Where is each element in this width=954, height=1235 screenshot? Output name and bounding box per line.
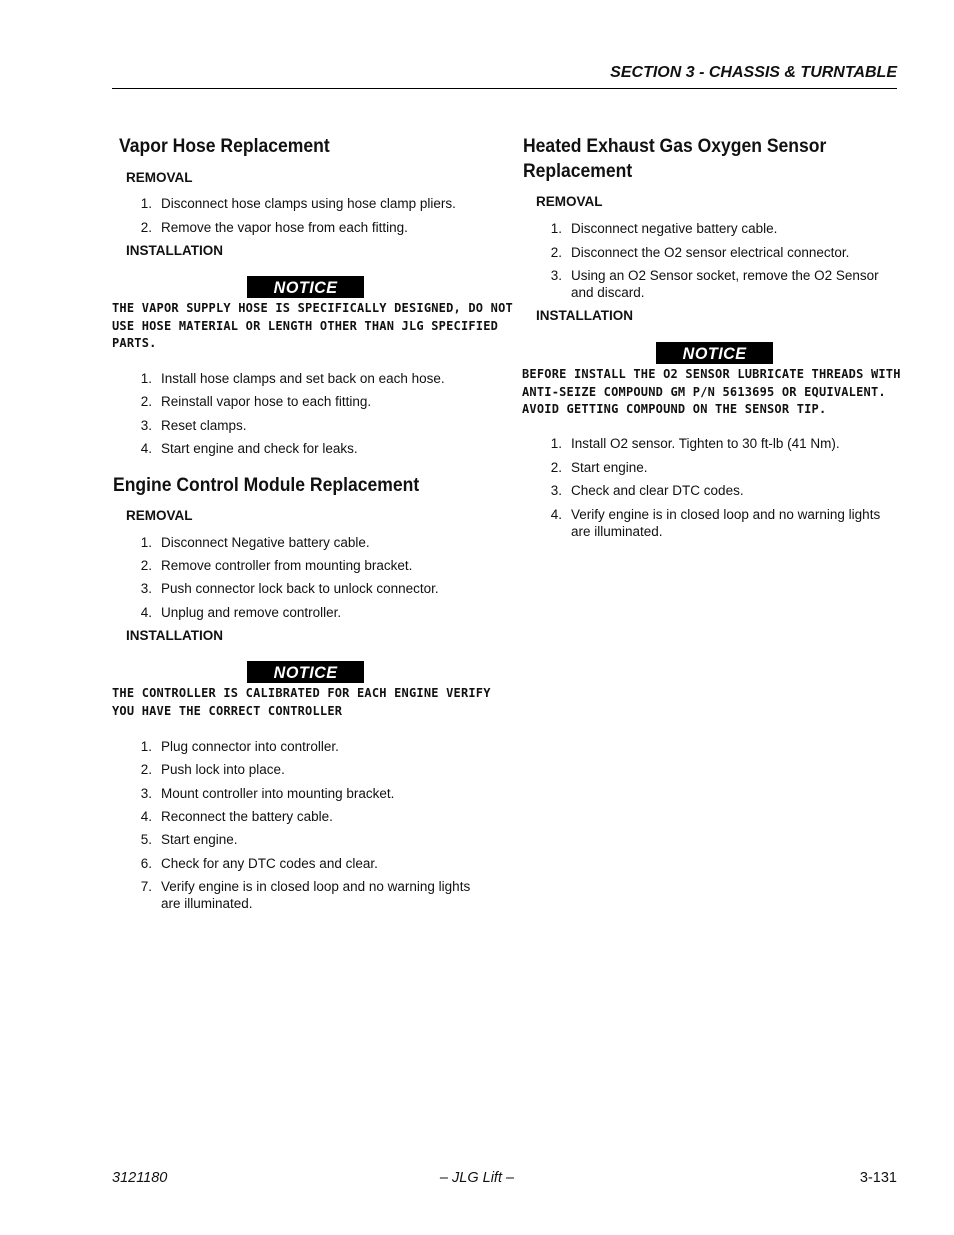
list-text: Check and clear DTC codes. — [571, 483, 744, 498]
list-number: 1. — [140, 535, 152, 550]
list-text-continued: are illuminated. — [161, 896, 253, 911]
list-number: 2. — [550, 460, 562, 475]
list-number: 3. — [550, 268, 562, 283]
list-text: Verify engine is in closed loop and no warning lights — [571, 507, 881, 522]
list-text: Start engine. — [161, 832, 238, 847]
notice-line: PARTS. — [112, 336, 157, 350]
list-number: 5. — [140, 832, 152, 847]
list-text: Install hose clamps and set back on each hose. — [161, 371, 445, 386]
list-number: 4. — [550, 507, 562, 522]
list-number: 6. — [140, 856, 152, 871]
list-text: Push lock into place. — [161, 762, 285, 777]
vapor-removal-label: REMOVAL — [126, 170, 193, 185]
notice-line: THE VAPOR SUPPLY HOSE IS SPECIFICALLY DESIGNED, DO NOT — [112, 301, 513, 315]
list-text: Plug connector into controller. — [161, 739, 339, 754]
ecm-notice-text — [112, 685, 491, 720]
list-text: Disconnect the O2 sensor electrical connector. — [571, 245, 850, 260]
list-number: 2. — [140, 220, 152, 235]
list-text-continued: are illuminated. — [571, 524, 663, 539]
notice-line: ANTI-SEIZE COMPOUND GM P/N 5613695 OR EQUIVALENT. — [522, 384, 886, 399]
o2-title-line1: Heated Exhaust Gas Oxygen Sensor — [523, 135, 827, 157]
list-text: Reinstall vapor hose to each fitting. — [161, 394, 372, 409]
list-number: 3. — [140, 581, 152, 596]
list-number: 4. — [140, 441, 152, 456]
ecm-title: Engine Control Module Replacement — [113, 474, 420, 496]
list-number: 2. — [140, 394, 152, 409]
notice-line: AVOID GETTING COMPOUND ON THE SENSOR TIP. — [522, 402, 827, 416]
notice-label: NOTICE — [682, 344, 747, 363]
notice-banner — [247, 276, 364, 298]
notice-label: NOTICE — [273, 278, 338, 297]
list-text: Unplug and remove controller. — [161, 605, 342, 620]
list-number: 2. — [140, 762, 152, 777]
list-number: 2. — [550, 245, 562, 260]
list-number: 3. — [140, 418, 152, 433]
footer-doc-number: 3121180 — [112, 1170, 168, 1186]
list-text: Disconnect Negative battery cable. — [161, 535, 370, 550]
o2-installation-label: INSTALLATION — [536, 308, 633, 323]
ecm-removal-label: REMOVAL — [126, 508, 193, 523]
vapor-title: Vapor Hose Replacement — [119, 135, 330, 157]
list-number: 4. — [140, 809, 152, 824]
list-number: 1. — [550, 221, 562, 236]
notice-line: USE HOSE MATERIAL OR LENGTH OTHER THAN JLG SPECIFIED — [112, 318, 499, 333]
list-text: Remove controller from mounting bracket. — [161, 558, 413, 573]
list-number: 1. — [140, 739, 152, 754]
footer-brand: – JLG Lift – — [439, 1170, 515, 1186]
list-text: Reconnect the battery cable. — [161, 809, 333, 824]
section-header: SECTION 3 - CHASSIS & TURNTABLE — [610, 64, 897, 81]
list-number: 1. — [140, 371, 152, 386]
list-text: Install O2 sensor. Tighten to 30 ft-lb (41 Nm). — [571, 436, 840, 451]
o2-removal-label: REMOVAL — [536, 194, 603, 209]
list-text: Disconnect hose clamps using hose clamp pliers. — [161, 196, 456, 211]
o2-notice-text — [522, 366, 901, 419]
list-text-continued: and discard. — [571, 285, 645, 300]
list-text: Remove the vapor hose from each fitting. — [161, 220, 408, 235]
footer-page-number: 3-131 — [859, 1170, 897, 1186]
list-text: Reset clamps. — [161, 418, 247, 433]
notice-line: BEFORE INSTALL THE O2 SENSOR LUBRICATE THREADS WITH — [522, 367, 901, 381]
list-number: 4. — [140, 605, 152, 620]
list-text: Verify engine is in closed loop and no warning lights — [161, 879, 471, 894]
ecm-installation-label: INSTALLATION — [126, 628, 223, 643]
vapor-notice-text — [112, 300, 513, 353]
notice-line: YOU HAVE THE CORRECT CONTROLLER — [112, 703, 343, 718]
list-number: 1. — [550, 436, 562, 451]
list-text: Using an O2 Sensor socket, remove the O2 Sensor — [571, 268, 879, 283]
list-number: 3. — [550, 483, 562, 498]
list-text: Start engine. — [571, 460, 648, 475]
list-number: 1. — [140, 196, 152, 211]
notice-banner — [247, 661, 364, 683]
vapor-installation-label: INSTALLATION — [126, 243, 223, 258]
list-number: 3. — [140, 786, 152, 801]
list-text: Push connector lock back to unlock connector. — [161, 581, 439, 596]
notice-line: THE CONTROLLER IS CALIBRATED FOR EACH ENGINE VERIFY — [112, 686, 491, 700]
list-text: Mount controller into mounting bracket. — [161, 786, 395, 801]
notice-banner — [656, 342, 773, 364]
list-text: Disconnect negative battery cable. — [571, 221, 778, 236]
notice-label: NOTICE — [273, 663, 338, 682]
list-text: Check for any DTC codes and clear. — [161, 856, 378, 871]
list-text: Start engine and check for leaks. — [161, 441, 358, 456]
list-number: 7. — [140, 879, 152, 894]
list-number: 2. — [140, 558, 152, 573]
header-rule — [112, 88, 897, 89]
o2-title-line2: Replacement — [523, 160, 633, 182]
